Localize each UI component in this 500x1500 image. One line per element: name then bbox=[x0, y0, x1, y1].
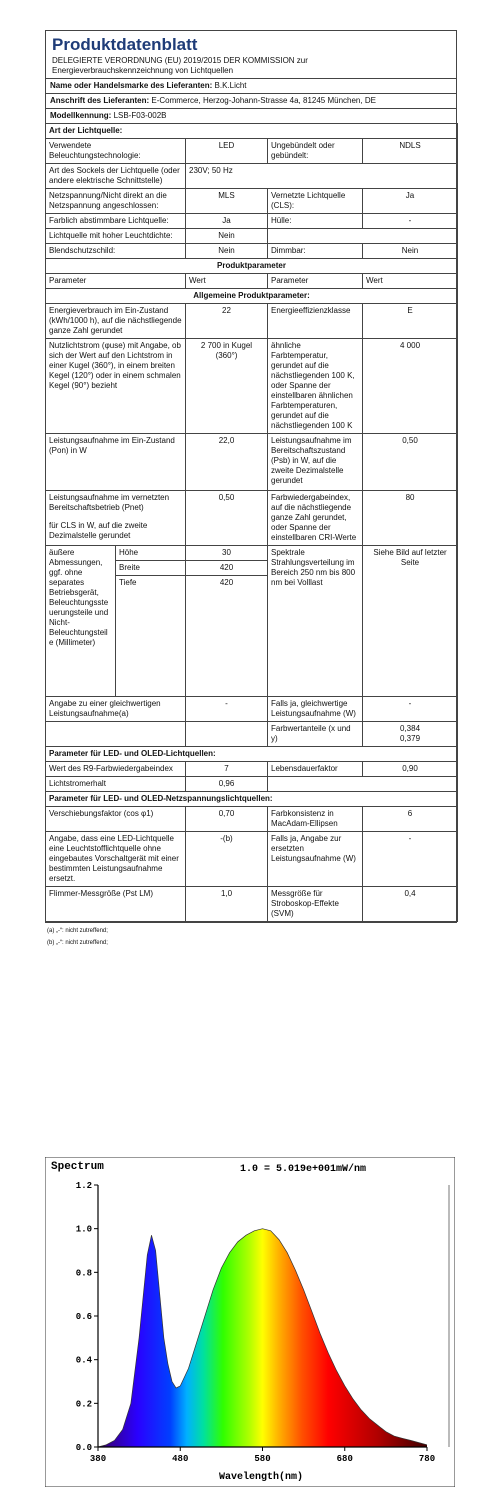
spectrum-chart bbox=[45, 1157, 455, 1487]
color-temperature-label: ähnliche Farbtemperatur, gerundet auf die nächstliegenden 100 K, oder Spanne der einstellbaren ähnlichen Farbtemperaturen, gerundet auf die nächstliegenden 100 K bbox=[268, 339, 363, 434]
r9-label: Wert des R9-Farbwiedergabeindex bbox=[46, 762, 186, 777]
cls-label: Vernetzte Lichtquelle (CLS): bbox=[268, 189, 363, 214]
regulation-line-1: DELEGIERTE VERORDNUNG (EU) 2019/2015 DER KOMMISSION zur bbox=[52, 56, 308, 65]
height-value: 30 bbox=[186, 546, 268, 561]
dimmable-value: Nein bbox=[363, 244, 458, 259]
equivalent-power-w-label: Falls ja, gleichwertige Leistungsaufnahme (W) bbox=[268, 697, 363, 722]
supplier-address-label: Anschrift des Lieferanten: bbox=[50, 96, 150, 105]
supplier-name-label: Name oder Handelsmarke des Lieferanten: bbox=[50, 81, 213, 90]
model-value: LSB-F03-002B bbox=[113, 111, 167, 120]
equivalent-power-w-value: - bbox=[363, 697, 458, 722]
x-axis-label: Wavelength(nm) bbox=[218, 1472, 304, 1483]
color-tunable-value: Ja bbox=[186, 214, 268, 229]
tech-value: LED bbox=[186, 139, 268, 164]
sheet-header bbox=[46, 31, 456, 79]
model-label: Modellkennung: bbox=[50, 111, 112, 120]
x-tick-label: 680 bbox=[336, 1454, 353, 1464]
chromaticity-values bbox=[363, 722, 458, 747]
depth-value: 420 bbox=[186, 576, 268, 697]
equivalent-power-label: Angabe zu einer gleichwertigen Leistungsaufnahme(a) bbox=[46, 697, 186, 722]
color-temperature-value: 4 000 bbox=[363, 339, 458, 434]
x-tick-label: 380 bbox=[89, 1454, 107, 1464]
socket-value: 230V; 50 Hz bbox=[186, 164, 458, 189]
ndls-label: Ungebündelt oder gebündelt: bbox=[268, 139, 363, 164]
replacement-label: Angabe, dass eine LED-Lichtquelle eine Leuchtstofflichtquelle ohne eingebautes Vorschaltgerät mit einer bestimmten Leistungsaufnahme ersetzt. bbox=[46, 832, 186, 887]
replacement-power-label: Falls ja, Angabe zur ersetzten Leistungsaufnahme (W) bbox=[268, 832, 363, 887]
col-header-value-2: Wert bbox=[363, 274, 458, 289]
supplier-address-value: E-Commerce, Herzog-Johann-Strasse 4a, 81245 München, DE bbox=[151, 96, 376, 105]
networked-standby-value: 0,50 bbox=[186, 491, 268, 546]
glare-shield-label: Blendschutzschild: bbox=[46, 244, 186, 259]
supplier-name-row bbox=[46, 79, 456, 94]
power-on-label: Leistungsaufnahme im Ein-Zustand (Pon) in W bbox=[46, 434, 186, 491]
product-parameters-section: Produktparameter bbox=[46, 259, 458, 274]
lifetime-factor-label: Lebensdauerfaktor bbox=[268, 762, 363, 777]
col-header-parameter: Parameter bbox=[46, 274, 186, 289]
socket-label: Art des Sockels der Lichtquelle (oder andere elektrische Schnittstelle) bbox=[46, 164, 186, 189]
supplier-name-value: B.K.Licht bbox=[214, 81, 247, 90]
product-data-sheet bbox=[45, 30, 457, 923]
high-luminance-label: Lichtquelle mit hoher Leuchtdichte: bbox=[46, 229, 186, 244]
networked-standby-label-2: für CLS in W, auf die zweite Dezimalstelle gerundet bbox=[49, 521, 148, 540]
hull-value: - bbox=[363, 214, 458, 229]
lifetime-factor-value: 0,90 bbox=[363, 762, 458, 777]
page-title: Produktdatenblatt bbox=[52, 35, 198, 54]
color-tunable-label: Farblich abstimmbare Lichtquelle: bbox=[46, 214, 186, 229]
standby-power-value: 0,50 bbox=[363, 434, 458, 491]
spectral-distribution-label: Spektrale Strahlungsverteilung im Bereich 250 nm bis 800 nm bei Volllast bbox=[268, 546, 363, 697]
x-tick-label: 780 bbox=[418, 1454, 436, 1464]
stroboscopic-label: Messgröße für Stroboskop-Effekte (SVM) bbox=[268, 887, 363, 922]
mains-label: Netzspannung/Nicht direkt an die Netzspannung angeschlossen: bbox=[46, 189, 186, 214]
tech-label: Verwendete Beleuchtungstechnologie: bbox=[46, 139, 186, 164]
equivalent-power-value: - bbox=[186, 697, 268, 722]
supplier-address-row bbox=[46, 94, 456, 109]
mains-value: MLS bbox=[186, 189, 268, 214]
luminous-flux-value: 2 700 in Kugel (360°) bbox=[186, 339, 268, 434]
parameters-table bbox=[45, 123, 458, 922]
chromaticity-x: 0,384 bbox=[400, 724, 421, 733]
networked-standby-label-1: Leistungsaufnahme im vernetzten Bereitschaftsbetrieb (Pnet) bbox=[49, 493, 170, 512]
y-tick-label: 0.4 bbox=[75, 1355, 92, 1366]
chart-annotation: 1.0 = 5.019e+001mW/nm bbox=[240, 1164, 367, 1175]
width-label: Breite bbox=[116, 561, 186, 576]
footnote-b: (b) „-“: nicht zutreffend; bbox=[47, 940, 108, 946]
col-header-parameter-2: Parameter bbox=[268, 274, 363, 289]
high-luminance-value: Nein bbox=[186, 229, 268, 244]
dimmable-label: Dimmbar: bbox=[268, 244, 363, 259]
macadam-label: Farbkonsistenz in MacAdam-Ellipsen bbox=[268, 807, 363, 832]
energy-consumption-label: Energieverbrauch im Ein-Zustand (kWh/1000 h), auf die nächstliegende ganze Zahl gerundet bbox=[46, 304, 186, 339]
stroboscopic-value: 0,4 bbox=[363, 887, 458, 922]
replacement-value: -(b) bbox=[186, 832, 268, 887]
replacement-power-value: - bbox=[363, 832, 458, 887]
height-label: Höhe bbox=[116, 546, 186, 561]
chromaticity-y: 0,379 bbox=[400, 734, 421, 743]
y-tick-label: 0.2 bbox=[75, 1399, 92, 1410]
y-tick-label: 1.2 bbox=[75, 1181, 92, 1191]
lightsource-section: Art der Lichtquelle: bbox=[46, 124, 458, 139]
y-tick-label: 0.8 bbox=[75, 1268, 92, 1279]
chromaticity-label: Farbwertanteile (x und y) bbox=[268, 722, 363, 747]
macadam-value: 6 bbox=[363, 807, 458, 832]
luminous-flux-label: Nutzlichtstrom (φuse) mit Angabe, ob sich der Wert auf den Lichtstrom in einer Kugel (360°), in einem breiten Kegel (120°) oder in einem schmalen Kegel (90°) bezieht bbox=[46, 339, 186, 434]
glare-shield-value: Nein bbox=[186, 244, 268, 259]
chart-title: Spectrum bbox=[51, 1161, 104, 1173]
flicker-value: 1,0 bbox=[186, 887, 268, 922]
y-tick-label: 0.6 bbox=[75, 1312, 92, 1322]
regulation-line-2: Energieverbrauchskennzeichnung von Lichtquellen bbox=[52, 66, 234, 75]
model-row bbox=[46, 109, 456, 124]
y-tick-label: 1.0 bbox=[75, 1224, 92, 1235]
networked-standby-label bbox=[46, 491, 186, 546]
y-tick-label: 0.0 bbox=[75, 1443, 92, 1453]
x-tick-label: 580 bbox=[254, 1454, 271, 1464]
spectral-distribution-value: Siehe Bild auf letzter Seite bbox=[363, 546, 458, 697]
hull-label: Hülle: bbox=[268, 214, 363, 229]
flicker-label: Flimmer-Messgröße (Pst LM) bbox=[46, 887, 186, 922]
energy-consumption-value: 22 bbox=[186, 304, 268, 339]
ndls-value: NDLS bbox=[363, 139, 458, 164]
width-value: 420 bbox=[186, 561, 268, 576]
cri-value: 80 bbox=[363, 491, 458, 546]
cri-label: Farbwiedergabeindex, auf die nächstliegende ganze Zahl gerundet, oder Spanne der einstellbaren CRI-Werte bbox=[268, 491, 363, 546]
cls-value: Ja bbox=[363, 189, 458, 214]
mains-led-section: Parameter für LED- und OLED-Netzspannungslichtquellen: bbox=[46, 792, 458, 807]
lumen-maintenance-label: Lichtstromerhalt bbox=[46, 777, 186, 792]
col-header-value: Wert bbox=[186, 274, 268, 289]
r9-value: 7 bbox=[186, 762, 268, 777]
energy-class-value: E bbox=[363, 304, 458, 339]
lumen-maintenance-value: 0,96 bbox=[186, 777, 268, 792]
displacement-factor-label: Verschiebungsfaktor (cos φ1) bbox=[46, 807, 186, 832]
footnote-a: (a) „-“: nicht zutreffend; bbox=[47, 928, 108, 934]
displacement-factor-value: 0,70 bbox=[186, 807, 268, 832]
x-tick-label: 480 bbox=[172, 1454, 189, 1464]
standby-power-label: Leistungsaufnahme im Bereitschaftszustand (Psb) in W, auf die zweite Dezimalstelle gerundet bbox=[268, 434, 363, 491]
energy-class-label: Energieeffizienzklasse bbox=[268, 304, 363, 339]
general-parameters-section: Allgemeine Produktparameter: bbox=[46, 289, 458, 304]
depth-label: Tiefe bbox=[116, 576, 186, 697]
power-on-value: 22,0 bbox=[186, 434, 268, 491]
dimensions-label: äußere Abmessungen, ggf. ohne separates Betriebsgerät, Beleuchtungssteuerungsteile und Nicht-Beleuchtungsteile (Millimeter) bbox=[46, 546, 116, 697]
led-parameters-section: Parameter für LED- und OLED-Lichtquellen: bbox=[46, 747, 458, 762]
